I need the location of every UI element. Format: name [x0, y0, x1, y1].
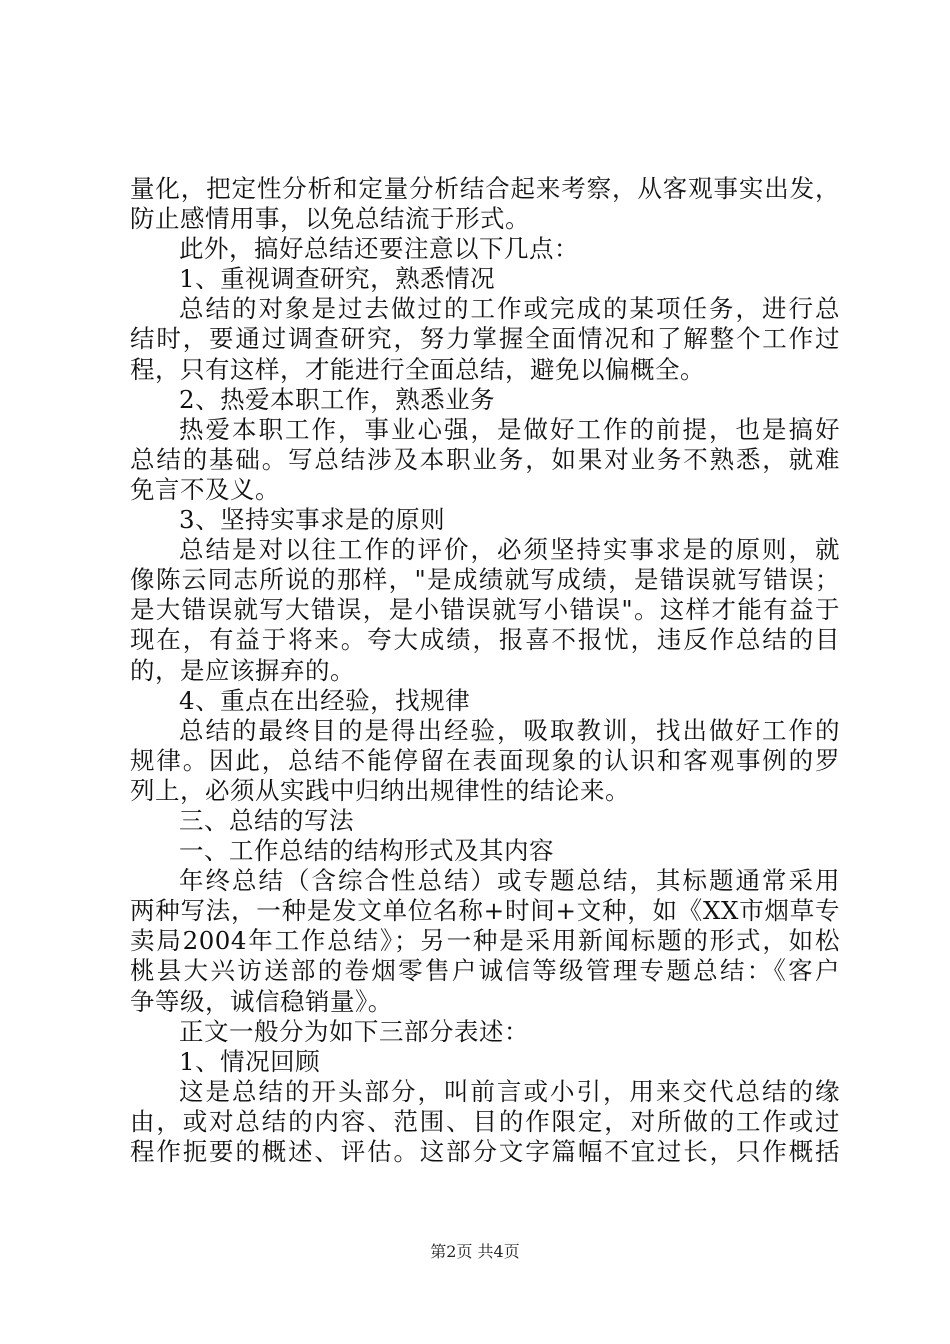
text-line: 3、坚持实事求是的原则 [179, 505, 446, 535]
text-line: 桃县大兴访送部的卷烟零售户诚信等级管理专题总结：《客户 [130, 956, 840, 986]
text-line: 1、情况回顾 [179, 1046, 321, 1076]
text-line: 总结的基础。写总结涉及本职业务，如果对业务不熟悉，就难 [130, 444, 840, 474]
text-line: 程，只有这样，才能进行全面总结，避免以偏概全。 [130, 354, 705, 384]
text-line: 的，是应该摒弃的。 [130, 655, 355, 685]
text-line: 程作扼要的概述、评估。这部分文字篇幅不宜过长，只作概括 [130, 1137, 840, 1166]
text-line: 正文一般分为如下三部分表述： [179, 1016, 529, 1046]
text-line: 总结的最终目的是得出经验，吸取教训，找出做好工作的 [179, 715, 840, 745]
text-line: 总结的对象是过去做过的工作或完成的某项任务，进行总 [179, 294, 840, 324]
page-footer [0, 1242, 950, 1262]
text-line: 2、热爱本职工作，熟悉业务 [179, 384, 496, 414]
text-line: 争等级，诚信稳销量》。 [130, 986, 393, 1016]
text-line: 1、重视调查研究，熟悉情况 [179, 264, 496, 294]
text-line: 一、工作总结的结构形式及其内容 [179, 836, 554, 866]
page-number-indicator: 第2页 共4页 [430, 1242, 520, 1261]
text-line: 免言不及义。 [130, 474, 280, 504]
text-line: 是大错误就写大错误，是小错误就写小错误"。这样才能有益于 [130, 595, 840, 625]
text-line: 卖局2004年工作总结》；另一种是采用新闻标题的形式，如松 [130, 926, 840, 956]
text-line: 两种写法，一种是发文单位名称+时间+文种，如《XX市烟草专 [130, 896, 840, 926]
text-line: 三、总结的写法 [179, 805, 354, 835]
text-line: 列上，必须从实践中归纳出规律性的结论来。 [130, 775, 630, 805]
text-line: 此外，搞好总结还要注意以下几点： [179, 234, 579, 264]
text-line: 热爱本职工作，事业心强，是做好工作的前提，也是搞好 [179, 414, 840, 444]
text-line: 由，或对总结的内容、范围、目的作限定，对所做的工作或过 [130, 1106, 840, 1136]
text-line: 4、重点在出经验，找规律 [179, 685, 471, 715]
text-line: 防止感情用事，以免总结流于形式。 [130, 204, 530, 234]
text-line: 总结是对以往工作的评价，必须坚持实事求是的原则，就 [179, 535, 840, 565]
text-line: 量化，把定性分析和定量分析结合起来考察，从客观事实出发， [130, 174, 840, 203]
text-line: 年终总结（含综合性总结）或专题总结，其标题通常采用 [179, 866, 840, 896]
text-line: 现在，有益于将来。夸大成绩，报喜不报忧，违反作总结的目 [130, 625, 840, 655]
text-line: 规律。因此，总结不能停留在表面现象的认识和客观事例的罗 [130, 745, 840, 775]
document-body [130, 174, 840, 1167]
text-line: 像陈云同志所说的那样，"是成绩就写成绩，是错误就写错误； [130, 565, 840, 595]
text-line: 这是总结的开头部分，叫前言或小引，用来交代总结的缘 [179, 1076, 840, 1106]
text-line: 结时，要通过调查研究，努力掌握全面情况和了解整个工作过 [130, 324, 840, 354]
